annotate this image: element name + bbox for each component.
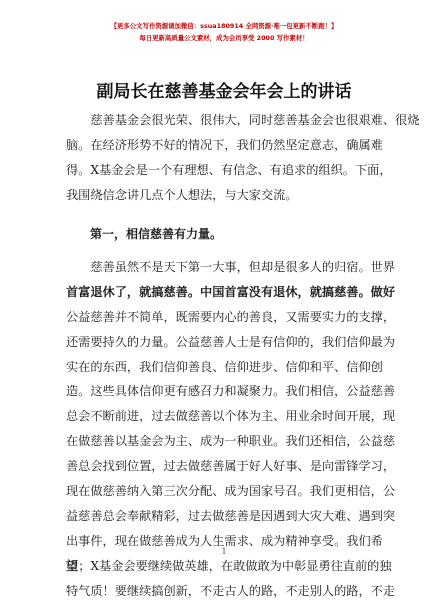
paragraph-line: 在做慈善以基金会为主、成为一种职业。我们还相信，公益慈 xyxy=(66,434,396,449)
promo-banner-line-1: 【更多公文写作资源请加微信：ssua180914 全网资源·唯一包更新不断跑！】 xyxy=(110,22,338,30)
section-heading: 第一，相信慈善有力量。 xyxy=(90,227,223,241)
promo-banner-line-2: 每日更新高质量公文素材，成为会员享受 2000 写作素材！ xyxy=(139,34,309,42)
paragraph-line: 得。X基金会是一个有理想、有信念、有追求的组织。下面， xyxy=(66,162,392,177)
paragraph-line: 特气质！要继续搞创新，不走古人的路，不走别人的路，不走 xyxy=(66,583,396,598)
intro-paragraph xyxy=(66,108,420,208)
paragraph-line: 我围绕信念讲几点个人想法，与大家交流。 xyxy=(66,187,298,202)
text-fragment: ；X基金会要继续做英雄，在敢做敢为中彰显勇往直前的独 xyxy=(78,558,392,573)
paragraph-line: 实在的东西，我们信仰善良、信仰进步、信仰和平、信仰创 xyxy=(66,359,383,374)
paragraph-line: 益慈善总会奉献精彩，过去做慈善是因遇到大灾大难、遇到突 xyxy=(66,508,396,523)
paragraph-line: 总会不断前进，过去做慈善以个体为主、用业余时间开展，现 xyxy=(66,409,396,424)
paragraph-line: 脑。在经济形势不好的情况下，我们仍然坚定意志，确属难 xyxy=(66,137,383,152)
paragraph-line-bold: 首富退休了，就搞慈善。中国首富没有退休，就搞慈善。做好 xyxy=(66,284,396,299)
bold-fragment: 望 xyxy=(66,558,79,573)
paragraph-line: 公益慈善并不简单，既需要内心的善良，又需要实力的支撑， xyxy=(66,309,396,324)
paragraph-line: 出事件，现在做慈善成为人生需求、成为精神享受。我们希 xyxy=(66,533,383,548)
paragraph-line: 慈善虽然不是天下第一大事，但却是很多人的归宿。世界 xyxy=(66,260,396,274)
page-number: 1 xyxy=(221,547,227,556)
document-title: 副局长在慈善基金会年会上的讲话 xyxy=(96,82,352,102)
paragraph-line xyxy=(66,554,392,579)
paragraph-line: 慈善基金会很光荣、很伟大，同时慈善基金会也很艰难、很烧 xyxy=(66,113,420,127)
paragraph-line: 造。这些具体信仰更有感召力和凝聚力。我们相信，公益慈善 xyxy=(66,384,396,399)
paragraph-line: 还需要持久的力量。公益慈善人士是有信仰的，我们信仰最为 xyxy=(66,334,396,349)
paragraph-line: 现在做慈善纳入第三次分配、成为国家号召。我们更相信，公 xyxy=(66,484,396,499)
paragraph-line: 善总会找到位置，过去做慈善属于好人好事、是向雷锋学习， xyxy=(66,459,396,474)
